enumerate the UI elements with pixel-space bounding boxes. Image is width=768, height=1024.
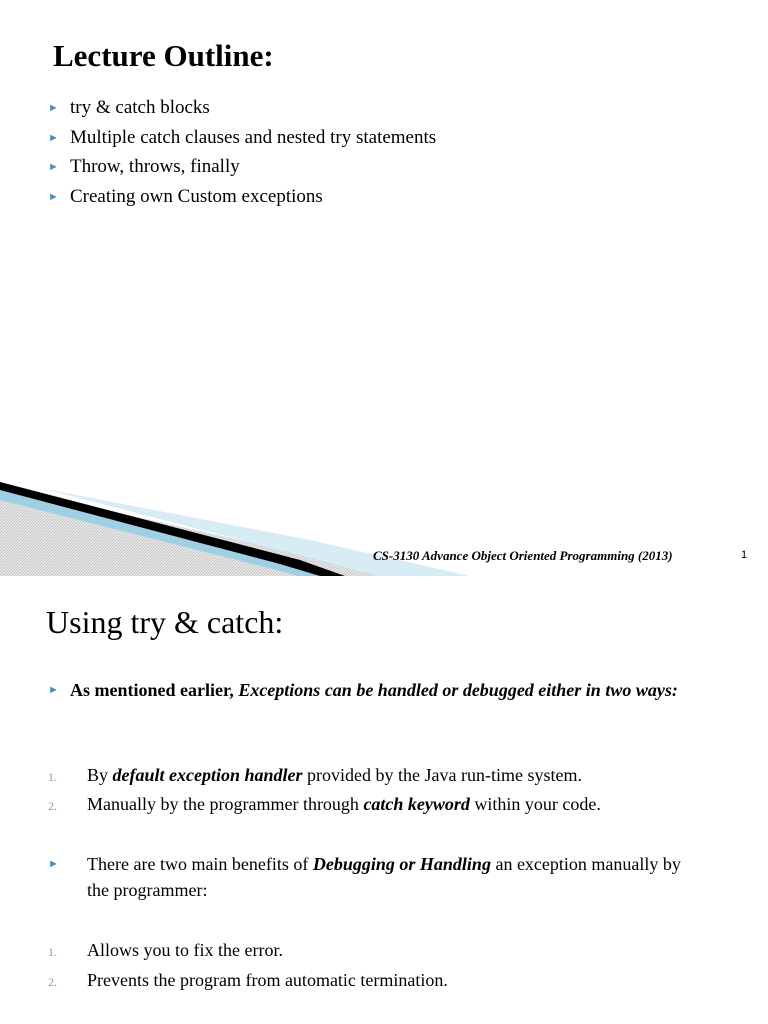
way-item: By default exception handler provided by the Java run-time system. bbox=[87, 765, 582, 785]
outline-item: ► Creating own Custom exceptions bbox=[48, 182, 436, 212]
benefit-item: Allows you to fix the error. bbox=[87, 940, 283, 960]
course-footer: CS-3130 Advance Object Oriented Programming (2013) bbox=[373, 548, 673, 563]
bullet-arrow-icon: ► bbox=[48, 858, 59, 870]
bullet-arrow-icon: ► bbox=[48, 102, 59, 114]
list-number: 1. bbox=[48, 945, 57, 959]
outline-item: ► try & catch blocks bbox=[48, 93, 436, 123]
outline-item: ► Throw, throws, finally bbox=[48, 152, 436, 182]
bullet-arrow-icon: ► bbox=[48, 684, 59, 696]
way-item: Manually by the programmer through catch keyword within your code. bbox=[87, 794, 601, 814]
bullet-arrow-icon: ► bbox=[48, 161, 59, 173]
benefits-bullet: ► There are two main benefits of Debugging or Handling an exception manually by the programmer: bbox=[48, 854, 681, 900]
list-number: 1. bbox=[48, 770, 57, 784]
benefit-item: Prevents the program from automatic termination. bbox=[87, 970, 448, 990]
slide-1-title: Lecture Outline: bbox=[53, 38, 274, 73]
outline-item: ► Multiple catch clauses and nested try statements bbox=[48, 123, 436, 153]
intro-bullet: ► As mentioned earlier, Exceptions can be handled or debugged either in two ways: bbox=[48, 678, 728, 704]
page-number: 1 bbox=[741, 549, 748, 561]
outline-list bbox=[48, 93, 436, 211]
slide-2 bbox=[0, 576, 768, 1024]
list-number: 2. bbox=[48, 799, 57, 813]
bullet-arrow-icon: ► bbox=[48, 190, 59, 203]
list-number: 2. bbox=[48, 975, 57, 989]
bullet-arrow-icon: ► bbox=[48, 131, 59, 144]
slide-2-title: Using try & catch: bbox=[46, 604, 284, 640]
